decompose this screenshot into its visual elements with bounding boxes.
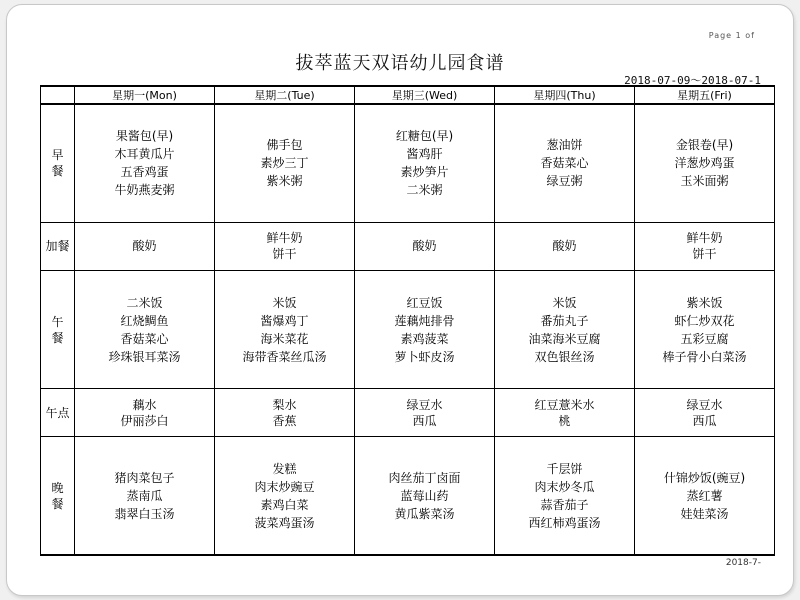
table-header-row xyxy=(41,86,775,104)
meal-label-text: 餐 xyxy=(51,496,64,511)
meal-row-lunch xyxy=(41,270,775,388)
dish-item: 酸奶 xyxy=(132,239,157,254)
dish-item: 绿豆粥 xyxy=(546,174,583,189)
weekly-menu-table xyxy=(40,85,775,556)
dish-item: 红豆饭 xyxy=(406,295,443,310)
dish-item: 佛手包 xyxy=(266,138,303,153)
dish-item: 油菜海米豆腐 xyxy=(528,331,601,346)
dish-item: 香菇菜心 xyxy=(120,331,169,346)
dish-item: 海米菜花 xyxy=(260,331,309,346)
dish-item: 鲜牛奶 xyxy=(266,231,303,246)
meal-label-dinner xyxy=(41,437,75,555)
menu-cell xyxy=(75,222,215,270)
dish-item: 米饭 xyxy=(552,295,577,310)
day-header-mon: 星期一(Mon) xyxy=(75,86,215,104)
date-range: 2018-07-09～2018-07-1 xyxy=(624,74,761,87)
dish-item: 什锦炒饭(豌豆) xyxy=(663,470,746,485)
menu-cell xyxy=(75,104,215,222)
dish-item: 素炒笋片 xyxy=(400,165,449,180)
meal-label-text: 加餐 xyxy=(45,239,70,254)
dish-item: 木耳黄瓜片 xyxy=(114,147,175,162)
day-header-fri: 星期五(Fri) xyxy=(635,86,775,104)
dish-item: 紫米饭 xyxy=(686,295,723,310)
dish-item: 千层饼 xyxy=(546,461,583,476)
dish-item: 红豆薏米水 xyxy=(534,397,595,412)
dish-item: 酸奶 xyxy=(552,239,577,254)
dish-item: 萝卜虾皮汤 xyxy=(394,349,455,364)
dish-item: 五彩豆腐 xyxy=(680,331,729,346)
dish-item: 二米粥 xyxy=(406,183,443,198)
dish-item: 西红柿鸡蛋汤 xyxy=(528,515,601,530)
meal-row-breakfast xyxy=(41,104,775,222)
dish-item: 肉丝茄丁卤面 xyxy=(388,470,461,485)
dish-item: 番茄丸子 xyxy=(540,313,589,328)
day-header-wed: 星期三(Wed) xyxy=(355,86,495,104)
menu-cell xyxy=(635,222,775,270)
dish-item: 棒子骨小白菜汤 xyxy=(662,349,747,364)
dish-item: 香蕉 xyxy=(272,413,297,428)
dish-item: 金银卷(早) xyxy=(675,138,734,153)
menu-cell xyxy=(215,437,355,555)
menu-cell xyxy=(495,222,635,270)
dish-item: 牛奶燕麦粥 xyxy=(114,183,175,198)
menu-cell xyxy=(215,222,355,270)
dish-item: 桃 xyxy=(558,413,571,428)
dish-item: 莲藕炖排骨 xyxy=(394,313,455,328)
page-title: 拔萃蓝天双语幼儿园食谱 xyxy=(295,53,505,74)
dish-item: 绿豆水 xyxy=(686,397,723,412)
page-number-mark: Page 1 of xyxy=(708,31,755,40)
dish-item: 肉末炒豌豆 xyxy=(254,479,315,494)
dish-item: 紫米粥 xyxy=(266,174,303,189)
dish-item: 猪肉菜包子 xyxy=(114,470,175,485)
menu-cell xyxy=(495,389,635,437)
meal-row-snack xyxy=(41,222,775,270)
menu-cell xyxy=(215,104,355,222)
menu-cell xyxy=(635,389,775,437)
dish-item: 素炒三丁 xyxy=(260,156,309,171)
dish-item: 玉米面粥 xyxy=(680,174,729,189)
day-header-thu: 星期四(Thu) xyxy=(495,86,635,104)
menu-cell xyxy=(355,389,495,437)
corner-cell xyxy=(41,86,75,104)
dish-item: 饼干 xyxy=(272,247,297,262)
dish-item: 红糖包(早) xyxy=(395,129,454,144)
dish-item: 西瓜 xyxy=(412,413,437,428)
dish-item: 果酱包(早) xyxy=(115,129,174,144)
dish-item: 葱油饼 xyxy=(546,138,583,153)
dish-item: 鲜牛奶 xyxy=(686,231,723,246)
menu-cell xyxy=(635,104,775,222)
meal-row-afternoon-snack xyxy=(41,389,775,437)
menu-cell xyxy=(355,104,495,222)
menu-cell xyxy=(355,222,495,270)
dish-item: 梨水 xyxy=(272,397,297,412)
meal-label-text: 午 xyxy=(51,314,64,329)
meal-label-snack xyxy=(41,222,75,270)
dish-item: 黄瓜紫菜汤 xyxy=(394,506,455,521)
meal-label-breakfast xyxy=(41,104,75,222)
dish-item: 素鸡白菜 xyxy=(260,497,309,512)
menu-page xyxy=(6,4,794,596)
footer-date: 2018-7- xyxy=(725,558,761,568)
dish-item: 娃娃菜汤 xyxy=(680,506,729,521)
menu-cell xyxy=(75,389,215,437)
dish-item: 蒸红薯 xyxy=(686,488,723,503)
menu-cell xyxy=(495,437,635,555)
menu-cell xyxy=(495,104,635,222)
dish-item: 翡翠白玉汤 xyxy=(114,506,175,521)
dish-item: 酸奶 xyxy=(412,239,437,254)
menu-cell xyxy=(495,270,635,388)
menu-cell xyxy=(75,270,215,388)
dish-item: 珍珠银耳菜汤 xyxy=(108,349,181,364)
dish-item: 虾仁炒双花 xyxy=(674,313,735,328)
dish-item: 米饭 xyxy=(272,295,297,310)
meal-label-text: 晚 xyxy=(51,480,64,495)
dish-item: 发糕 xyxy=(272,461,297,476)
dish-item: 蒸南瓜 xyxy=(126,488,163,503)
dish-item: 洋葱炒鸡蛋 xyxy=(674,156,735,171)
dish-item: 西瓜 xyxy=(692,413,717,428)
dish-item: 五香鸡蛋 xyxy=(120,165,169,180)
menu-cell xyxy=(355,270,495,388)
menu-cell xyxy=(635,437,775,555)
menu-cell xyxy=(215,270,355,388)
menu-cell xyxy=(75,437,215,555)
dish-item: 红烧鲷鱼 xyxy=(120,313,169,328)
meal-label-text: 餐 xyxy=(51,330,64,345)
dish-item: 素鸡菠菜 xyxy=(400,331,449,346)
menu-cell xyxy=(635,270,775,388)
meal-row-dinner xyxy=(41,437,775,555)
dish-item: 蓝莓山药 xyxy=(400,488,449,503)
dish-item: 肉末炒冬瓜 xyxy=(534,479,595,494)
dish-item: 绿豆水 xyxy=(406,397,443,412)
dish-item: 香菇菜心 xyxy=(540,156,589,171)
meal-label-text: 早 xyxy=(51,148,64,163)
dish-item: 酱爆鸡丁 xyxy=(260,313,309,328)
dish-item: 蒜香茄子 xyxy=(540,497,589,512)
dish-item: 饼干 xyxy=(692,247,717,262)
dish-item: 海带香菜丝瓜汤 xyxy=(242,349,327,364)
day-header-tue: 星期二(Tue) xyxy=(215,86,355,104)
menu-cell xyxy=(355,437,495,555)
meal-label-lunch xyxy=(41,270,75,388)
meal-label-text: 餐 xyxy=(51,164,64,179)
dish-item: 伊丽莎白 xyxy=(120,413,169,428)
meal-label-afternoon-snack xyxy=(41,389,75,437)
menu-cell xyxy=(215,389,355,437)
dish-item: 双色银丝汤 xyxy=(534,349,595,364)
dish-item: 酱鸡肝 xyxy=(406,147,443,162)
dish-item: 藕水 xyxy=(132,397,157,412)
dish-item: 二米饭 xyxy=(126,295,163,310)
dish-item: 菠菜鸡蛋汤 xyxy=(254,515,315,530)
meal-label-text: 午点 xyxy=(45,405,70,420)
